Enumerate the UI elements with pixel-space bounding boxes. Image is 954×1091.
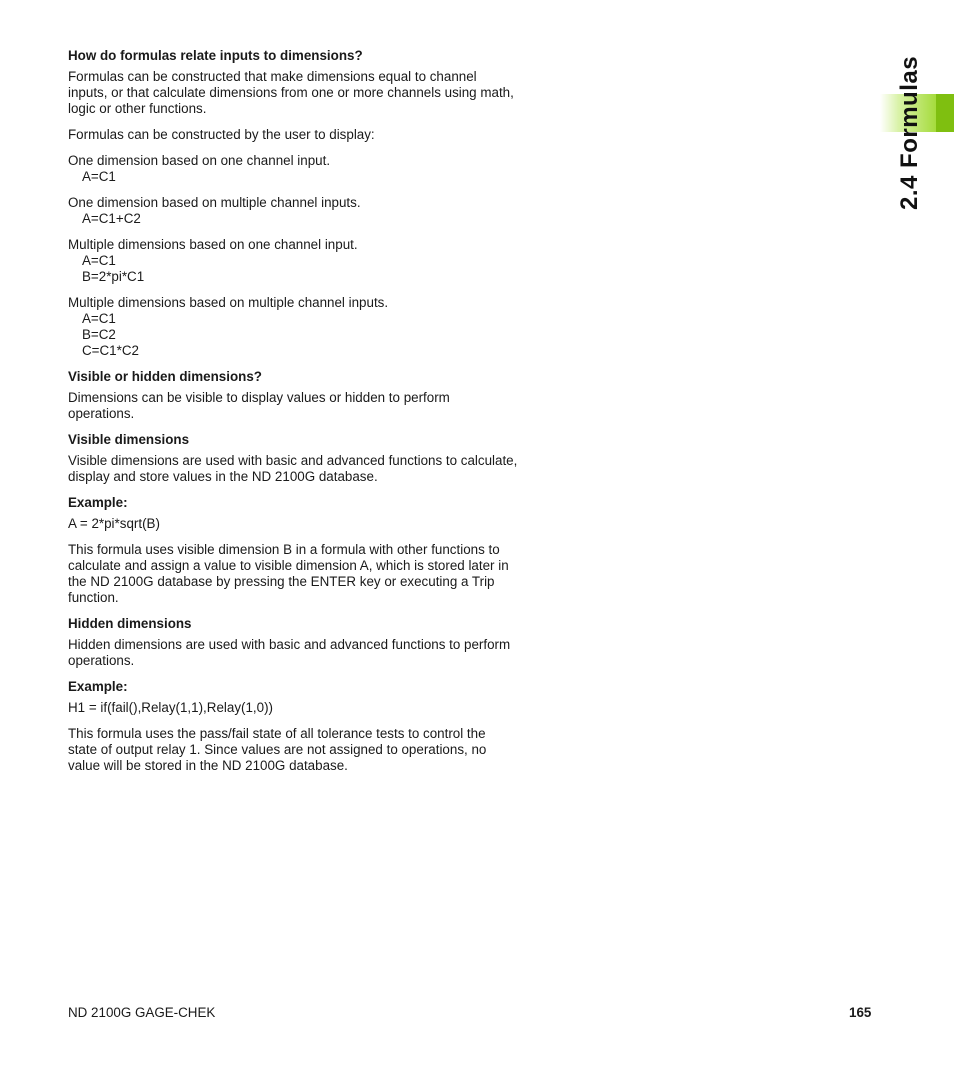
formula-expression: B=2*pi*C1 xyxy=(82,269,145,284)
heading-visible-or-hidden: Visible or hidden dimensions? xyxy=(68,369,262,384)
paragraph: Formulas can be constructed by the user to display: xyxy=(68,127,375,142)
formula-expression: A=C1 xyxy=(82,311,116,326)
formula-line: A = 2*pi*sqrt(B) xyxy=(68,516,160,531)
example-block xyxy=(68,195,518,227)
example-label: One dimension based on one channel input. xyxy=(68,153,331,168)
paragraph: This formula uses the pass/fail state of all tolerance tests to control the state of output relay 1. Since values are not assigned to operations, no value will be stored in the ND 2100G database. xyxy=(68,726,487,773)
section-tab-strip xyxy=(936,94,954,132)
section-title: 2.4 Formulas xyxy=(896,55,923,210)
paragraph: Dimensions can be visible to display values or hidden to perform operations. xyxy=(68,390,450,421)
page-content xyxy=(68,48,518,784)
page-number: 165 xyxy=(849,1005,872,1020)
example-label: One dimension based on multiple channel inputs. xyxy=(68,195,361,210)
paragraph: This formula uses visible dimension B in a formula with other functions to calculate and assign a value to visible dimension A, which is stored later in the ND 2100G database by pressing the ENTER key or executing a Trip function. xyxy=(68,542,509,605)
paragraph: Formulas can be constructed that make dimensions equal to channel inputs, or that calculate dimensions from one or more channels using math, logic or other functions. xyxy=(68,69,514,116)
paragraph: Hidden dimensions are used with basic and advanced functions to perform operations. xyxy=(68,637,511,668)
paragraph: Visible dimensions are used with basic and advanced functions to calculate, display and store values in the ND 2100G database. xyxy=(68,453,518,484)
example-label: Multiple dimensions based on multiple channel inputs. xyxy=(68,295,389,310)
example-heading: Example: xyxy=(68,495,128,510)
heading-hidden-dimensions: Hidden dimensions xyxy=(68,616,192,631)
formula-expression: A=C1+C2 xyxy=(82,211,141,226)
formula-line: H1 = if(fail(),Relay(1,1),Relay(1,0)) xyxy=(68,700,274,715)
example-block xyxy=(68,295,518,359)
example-block xyxy=(68,237,518,285)
formula-expression: A=C1 xyxy=(82,253,116,268)
formula-expression: C=C1*C2 xyxy=(82,343,139,358)
heading-visible-dimensions: Visible dimensions xyxy=(68,432,190,447)
example-block xyxy=(68,153,518,185)
example-label: Multiple dimensions based on one channel input. xyxy=(68,237,358,252)
formula-expression: A=C1 xyxy=(82,169,116,184)
formula-expression: B=C2 xyxy=(82,327,116,342)
heading-formulas-relate: How do formulas relate inputs to dimensions? xyxy=(68,48,363,63)
footer-product: ND 2100G GAGE-CHEK xyxy=(68,1005,216,1020)
example-heading: Example: xyxy=(68,679,128,694)
